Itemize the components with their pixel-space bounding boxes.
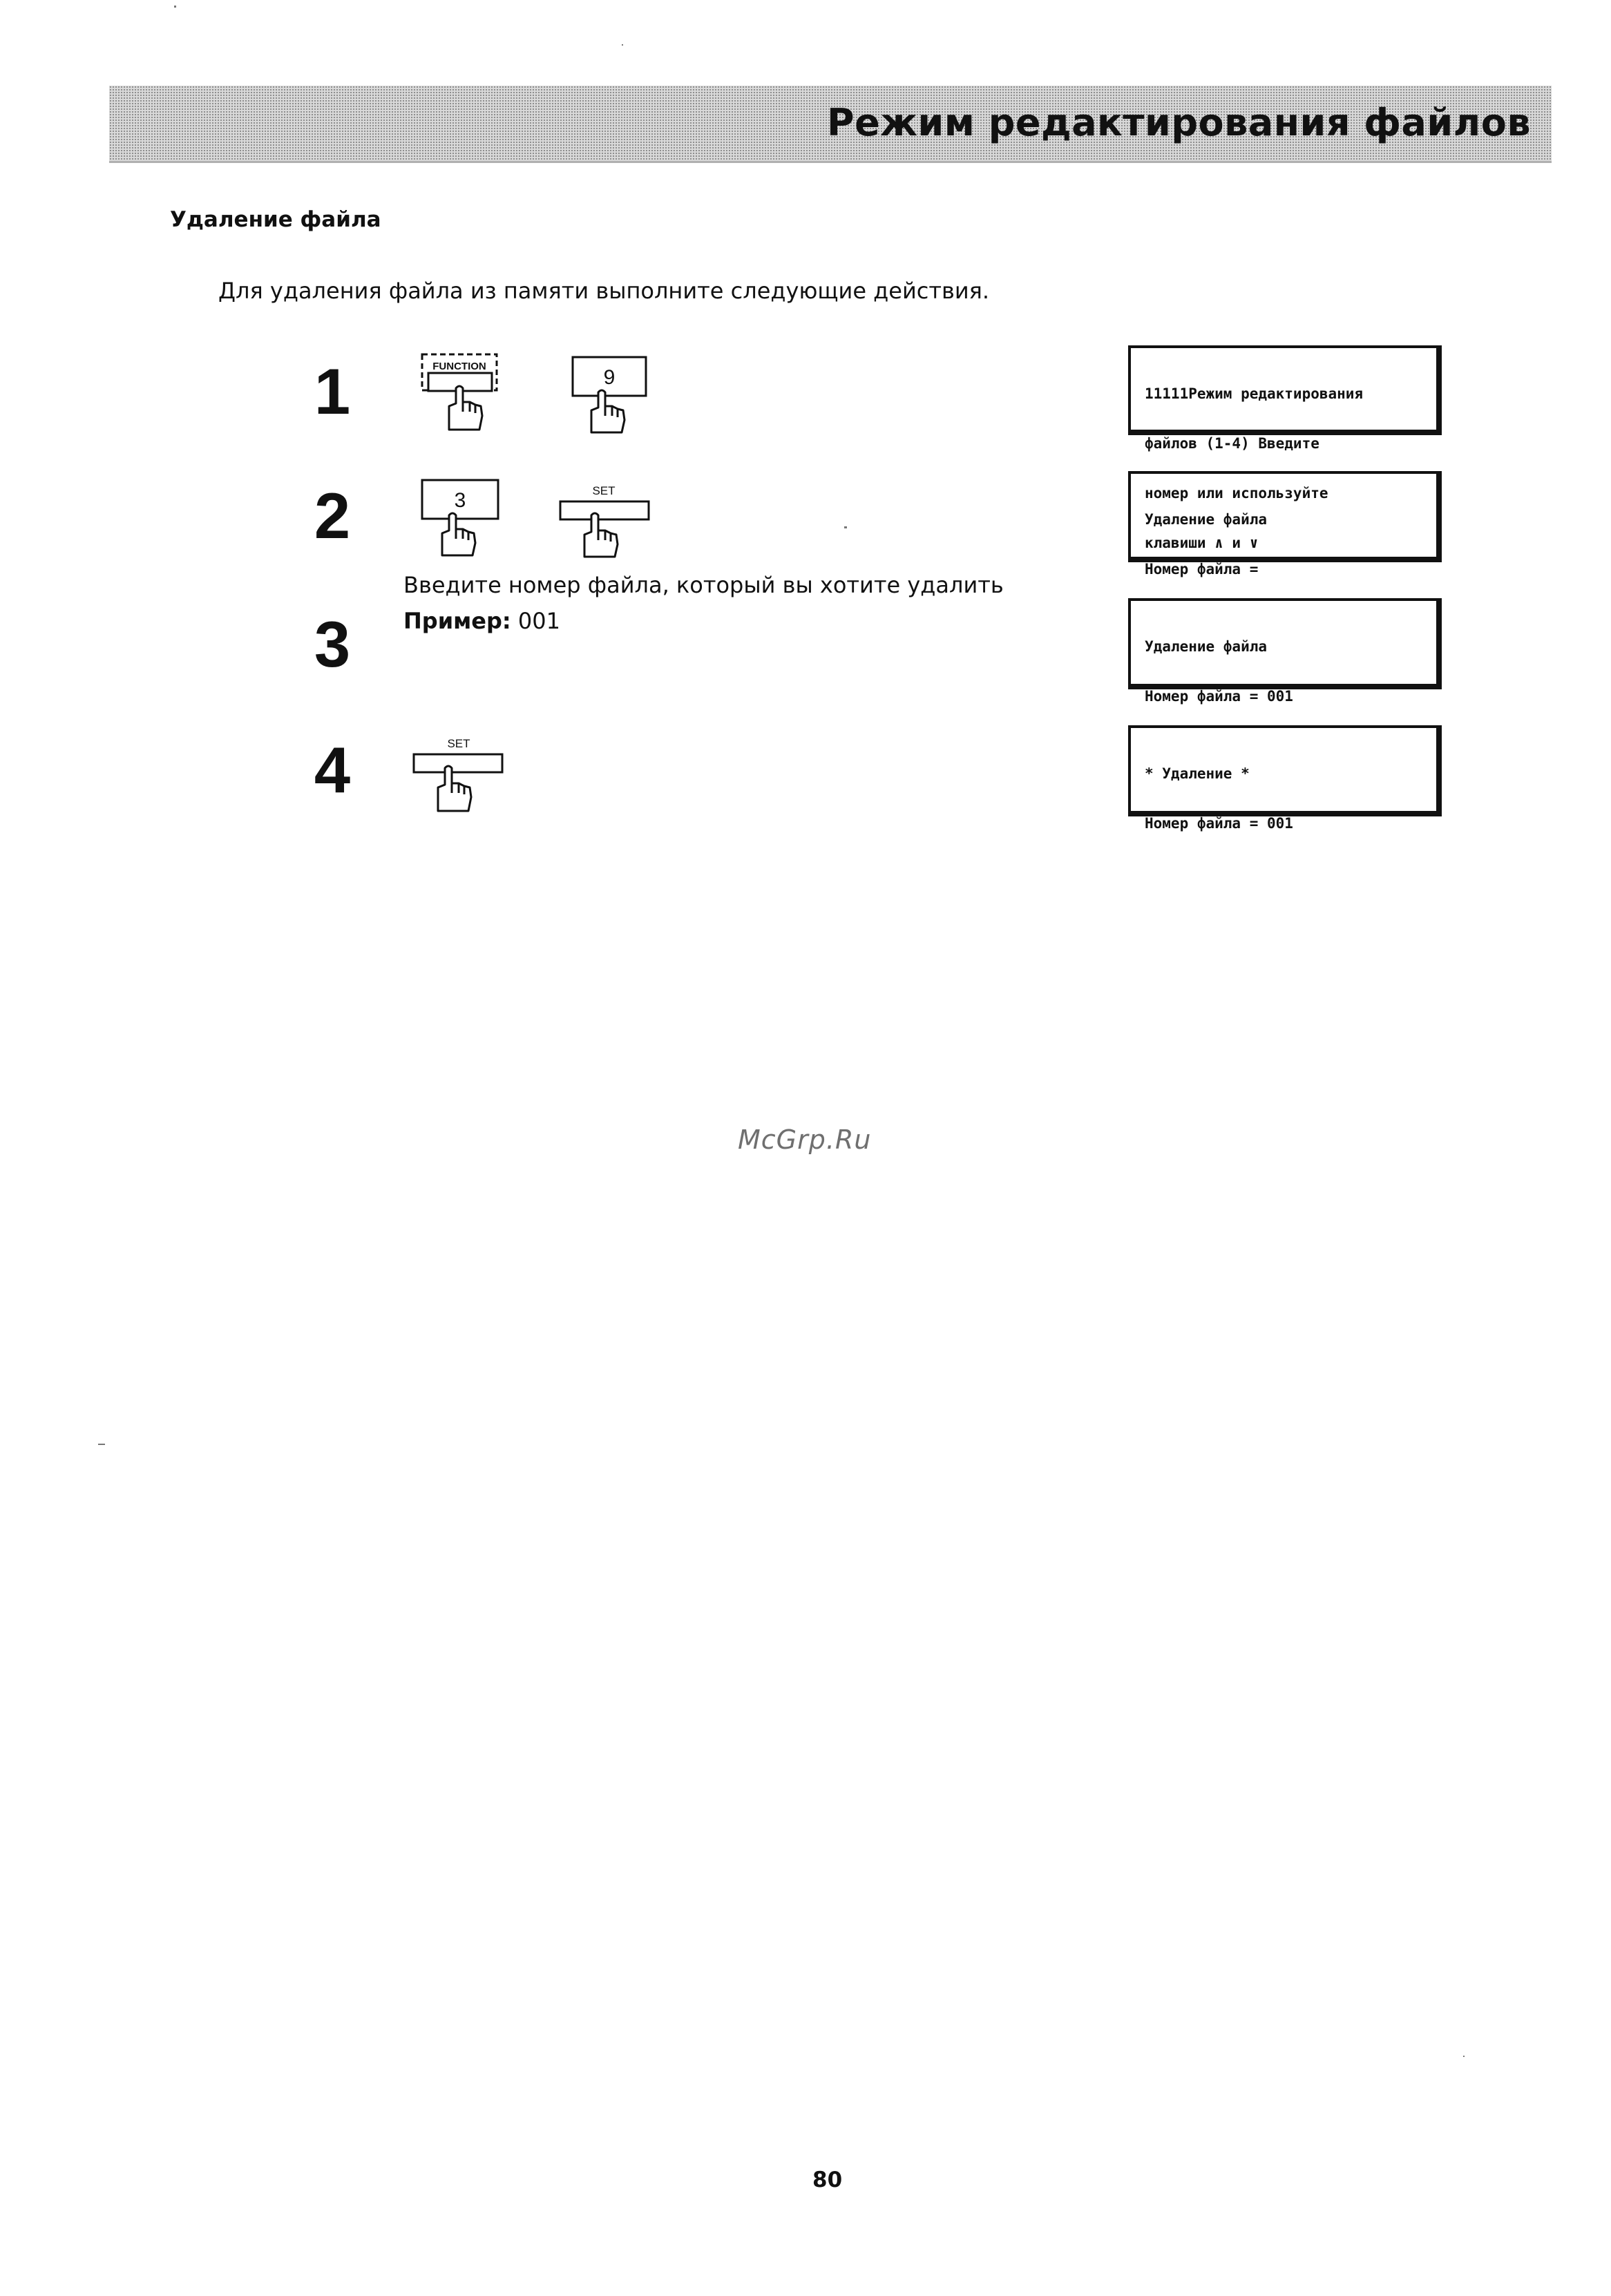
intro-text: Для удаления файла из памяти выполните следующие действия. bbox=[218, 278, 990, 304]
step-3-example bbox=[403, 608, 560, 634]
function-key-label: FUNCTION bbox=[432, 361, 486, 372]
digit-key-9-label: 9 bbox=[603, 366, 616, 389]
hand-press-icon bbox=[449, 386, 482, 430]
page-header-title: Режим редактирования файлов bbox=[827, 101, 1531, 144]
lcd-line: файлов (1-4) Введите bbox=[1145, 435, 1319, 452]
set-key bbox=[412, 731, 508, 816]
scan-speck bbox=[174, 6, 176, 8]
scan-speck bbox=[844, 526, 847, 528]
lcd-line: клавиши ∧ и ∨ bbox=[1145, 535, 1259, 551]
step-number: 3 bbox=[314, 608, 351, 680]
digit-key-9 bbox=[571, 355, 654, 438]
lcd-line: Удаление файла bbox=[1145, 638, 1268, 655]
section-title: Удаление файла bbox=[170, 207, 381, 232]
watermark: McGrp.Ru bbox=[738, 1125, 872, 1155]
lcd-line: Номер файла = 001 bbox=[1145, 815, 1293, 832]
digit-key-3 bbox=[420, 478, 503, 561]
page-number: 80 bbox=[812, 2168, 843, 2192]
scan-speck bbox=[98, 1444, 105, 1445]
lcd-display-2 bbox=[1128, 471, 1442, 577]
lcd-line: Удаление файла bbox=[1145, 511, 1268, 528]
lcd-line: Номер файла = bbox=[1145, 561, 1259, 577]
lcd-display-3 bbox=[1128, 598, 1442, 705]
step-number: 2 bbox=[314, 479, 351, 552]
lcd-display-4 bbox=[1128, 725, 1442, 832]
set-key-label: SET bbox=[592, 484, 616, 497]
scan-speck bbox=[622, 44, 623, 46]
step-3-instruction: Введите номер файла, который вы хотите удалить bbox=[403, 572, 1004, 598]
example-label: Пример: bbox=[403, 608, 511, 634]
set-key-label: SET bbox=[447, 737, 470, 750]
lcd-line: Номер файла = 001 bbox=[1145, 688, 1293, 705]
lcd-line: * Удаление * bbox=[1145, 765, 1250, 782]
scan-speck bbox=[1463, 2056, 1465, 2057]
set-key bbox=[558, 478, 655, 561]
header-band bbox=[109, 86, 1552, 163]
lcd-line: 11111Режим редактирования bbox=[1145, 385, 1364, 402]
lcd-line: номер или используйте bbox=[1145, 485, 1328, 501]
example-value: 001 bbox=[517, 608, 560, 634]
step-number: 1 bbox=[314, 355, 351, 428]
step-number: 4 bbox=[314, 734, 351, 806]
digit-key-3-label: 3 bbox=[454, 489, 466, 512]
function-key bbox=[420, 352, 503, 435]
